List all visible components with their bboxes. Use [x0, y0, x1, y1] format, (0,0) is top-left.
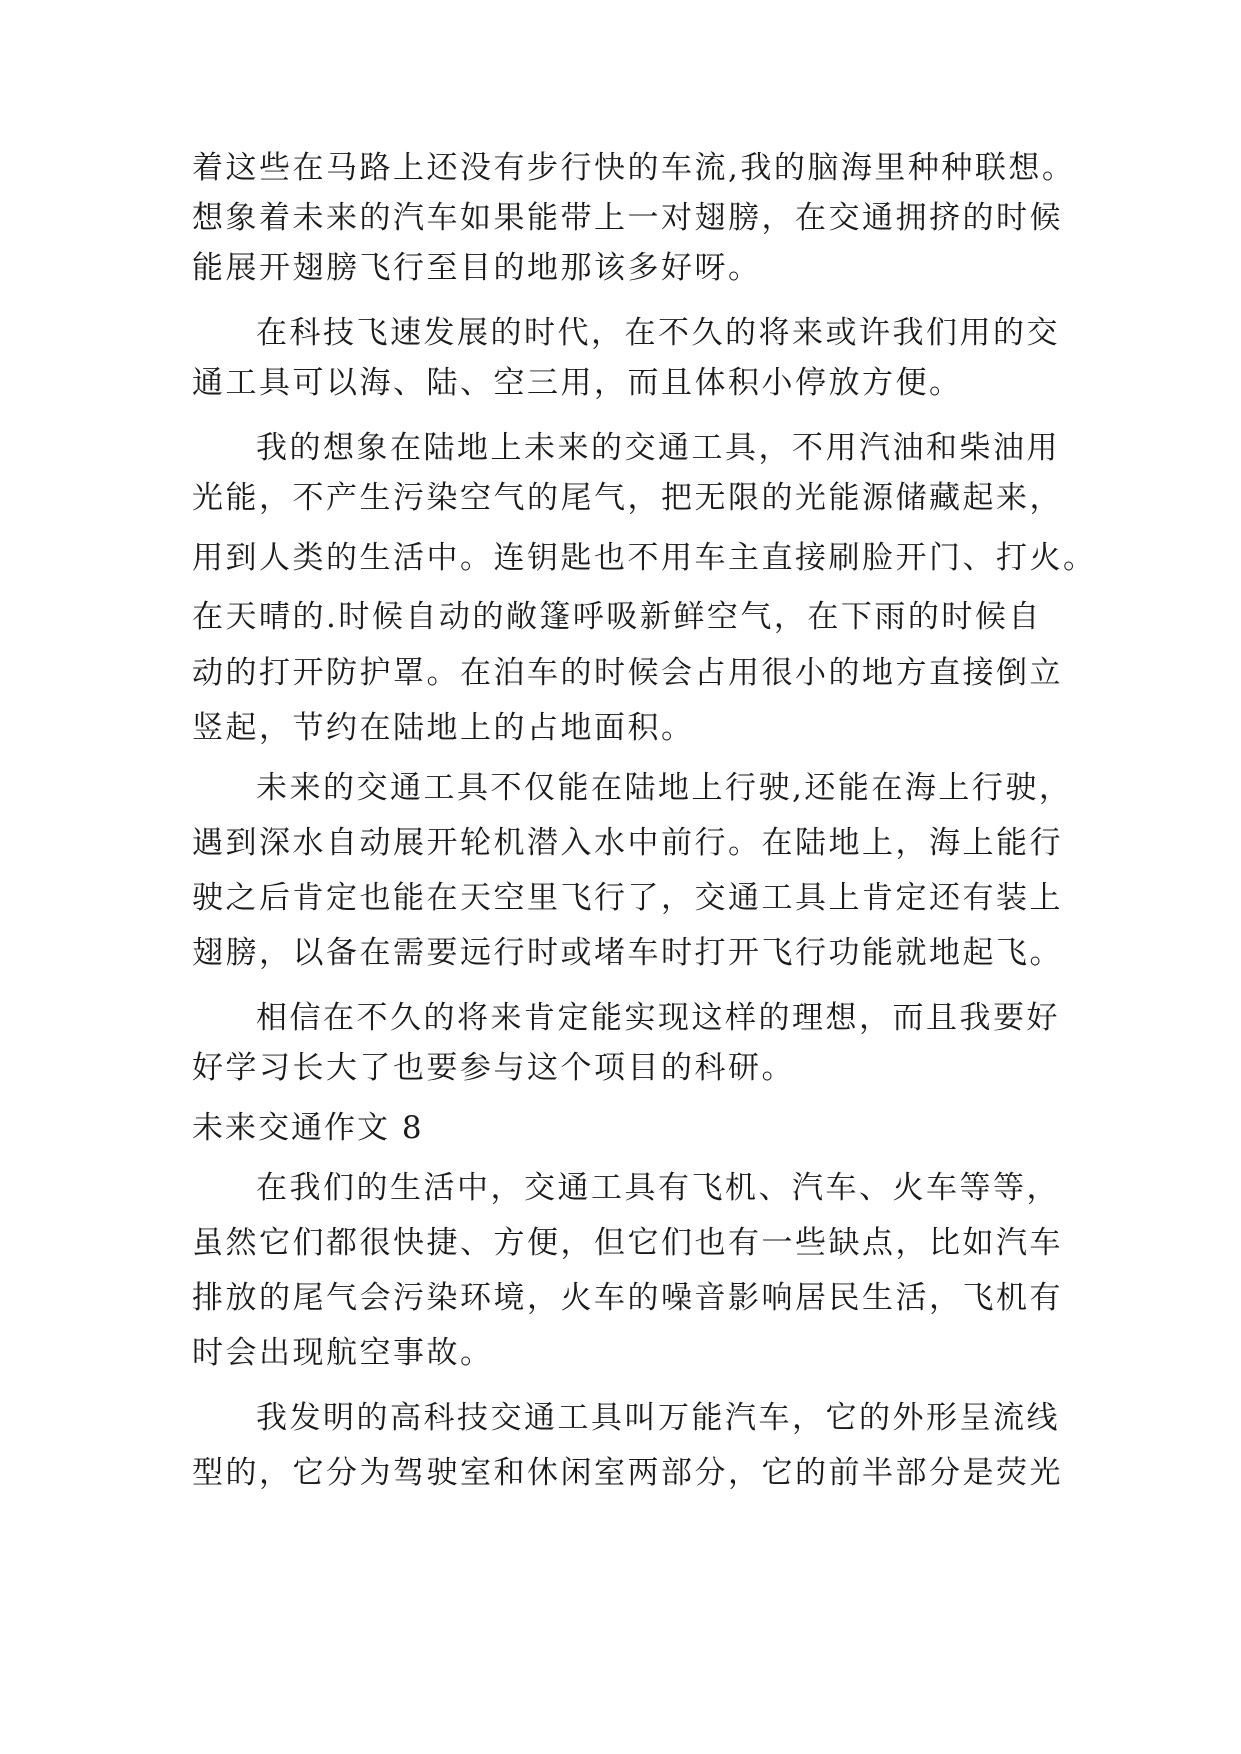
paragraph-first-line: 我的想象在陆地上未来的交通工具，不用汽油和柴油用	[256, 430, 1060, 466]
text-line: 能展开翅膀飞行至目的地那该多好呀。	[192, 250, 762, 286]
paragraph-first-line: 在科技飞速发展的时代，在不久的将来或许我们用的交	[256, 315, 1060, 351]
text-line: 动的打开防护罩。在泊车的时候会占用很小的地方直接倒立	[192, 655, 1063, 691]
text-line: 用到人类的生活中。连钥匙也不用车主直接刷脸开门、打火。	[192, 540, 1097, 576]
text-line: 时会出现航空事故。	[192, 1335, 494, 1371]
paragraph-first-line: 在我们的生活中，交通工具有飞机、汽车、火车等等，	[256, 1170, 1060, 1206]
text-line: 虽然它们都很快捷、方便，但它们也有一些缺点，比如汽车	[192, 1225, 1063, 1261]
text-line: 在天晴的.时候自动的敞篷呼吸新鲜空气，在下雨的时候自	[192, 599, 1042, 635]
text-line: 好学习长大了也要参与这个项目的科研。	[192, 1050, 795, 1086]
paragraph-first-line: 未来的交通工具不仅能在陆地上行驶,还能在海上行驶，	[256, 770, 1073, 806]
text-line: 遇到深水自动展开轮机潜入水中前行。在陆地上，海上能行	[192, 825, 1063, 861]
text-line: 型的，它分为驾驶室和休闲室两部分，它的前半部分是荧光	[192, 1455, 1063, 1491]
text-line: 着这些在马路上还没有步行快的车流,我的脑海里种种联想。	[192, 150, 1076, 186]
text-line: 光能，不产生污染空气的尾气，把无限的光能源储藏起来，	[192, 480, 1063, 516]
text-line: 翅膀，以备在需要远行时或堵车时打开飞行功能就地起飞。	[192, 935, 1063, 971]
text-line: 想象着未来的汽车如果能带上一对翅膀，在交通拥挤的时候	[192, 200, 1063, 236]
paragraph-first-line: 我发明的高科技交通工具叫万能汽车，它的外形呈流线	[256, 1400, 1060, 1436]
paragraph-first-line: 相信在不久的将来肯定能实现这样的理想，而且我要好	[256, 1000, 1060, 1036]
text-line: 驶之后肯定也能在天空里飞行了，交通工具上肯定还有装上	[192, 880, 1063, 916]
section-heading: 未来交通作文 8	[192, 1110, 424, 1146]
text-line: 通工具可以海、陆、空三用，而且体积小停放方便。	[192, 365, 963, 401]
text-line: 竖起，节约在陆地上的占地面积。	[192, 710, 695, 746]
text-line: 排放的尾气会污染环境，火车的噪音影响居民生活，飞机有	[192, 1280, 1063, 1316]
